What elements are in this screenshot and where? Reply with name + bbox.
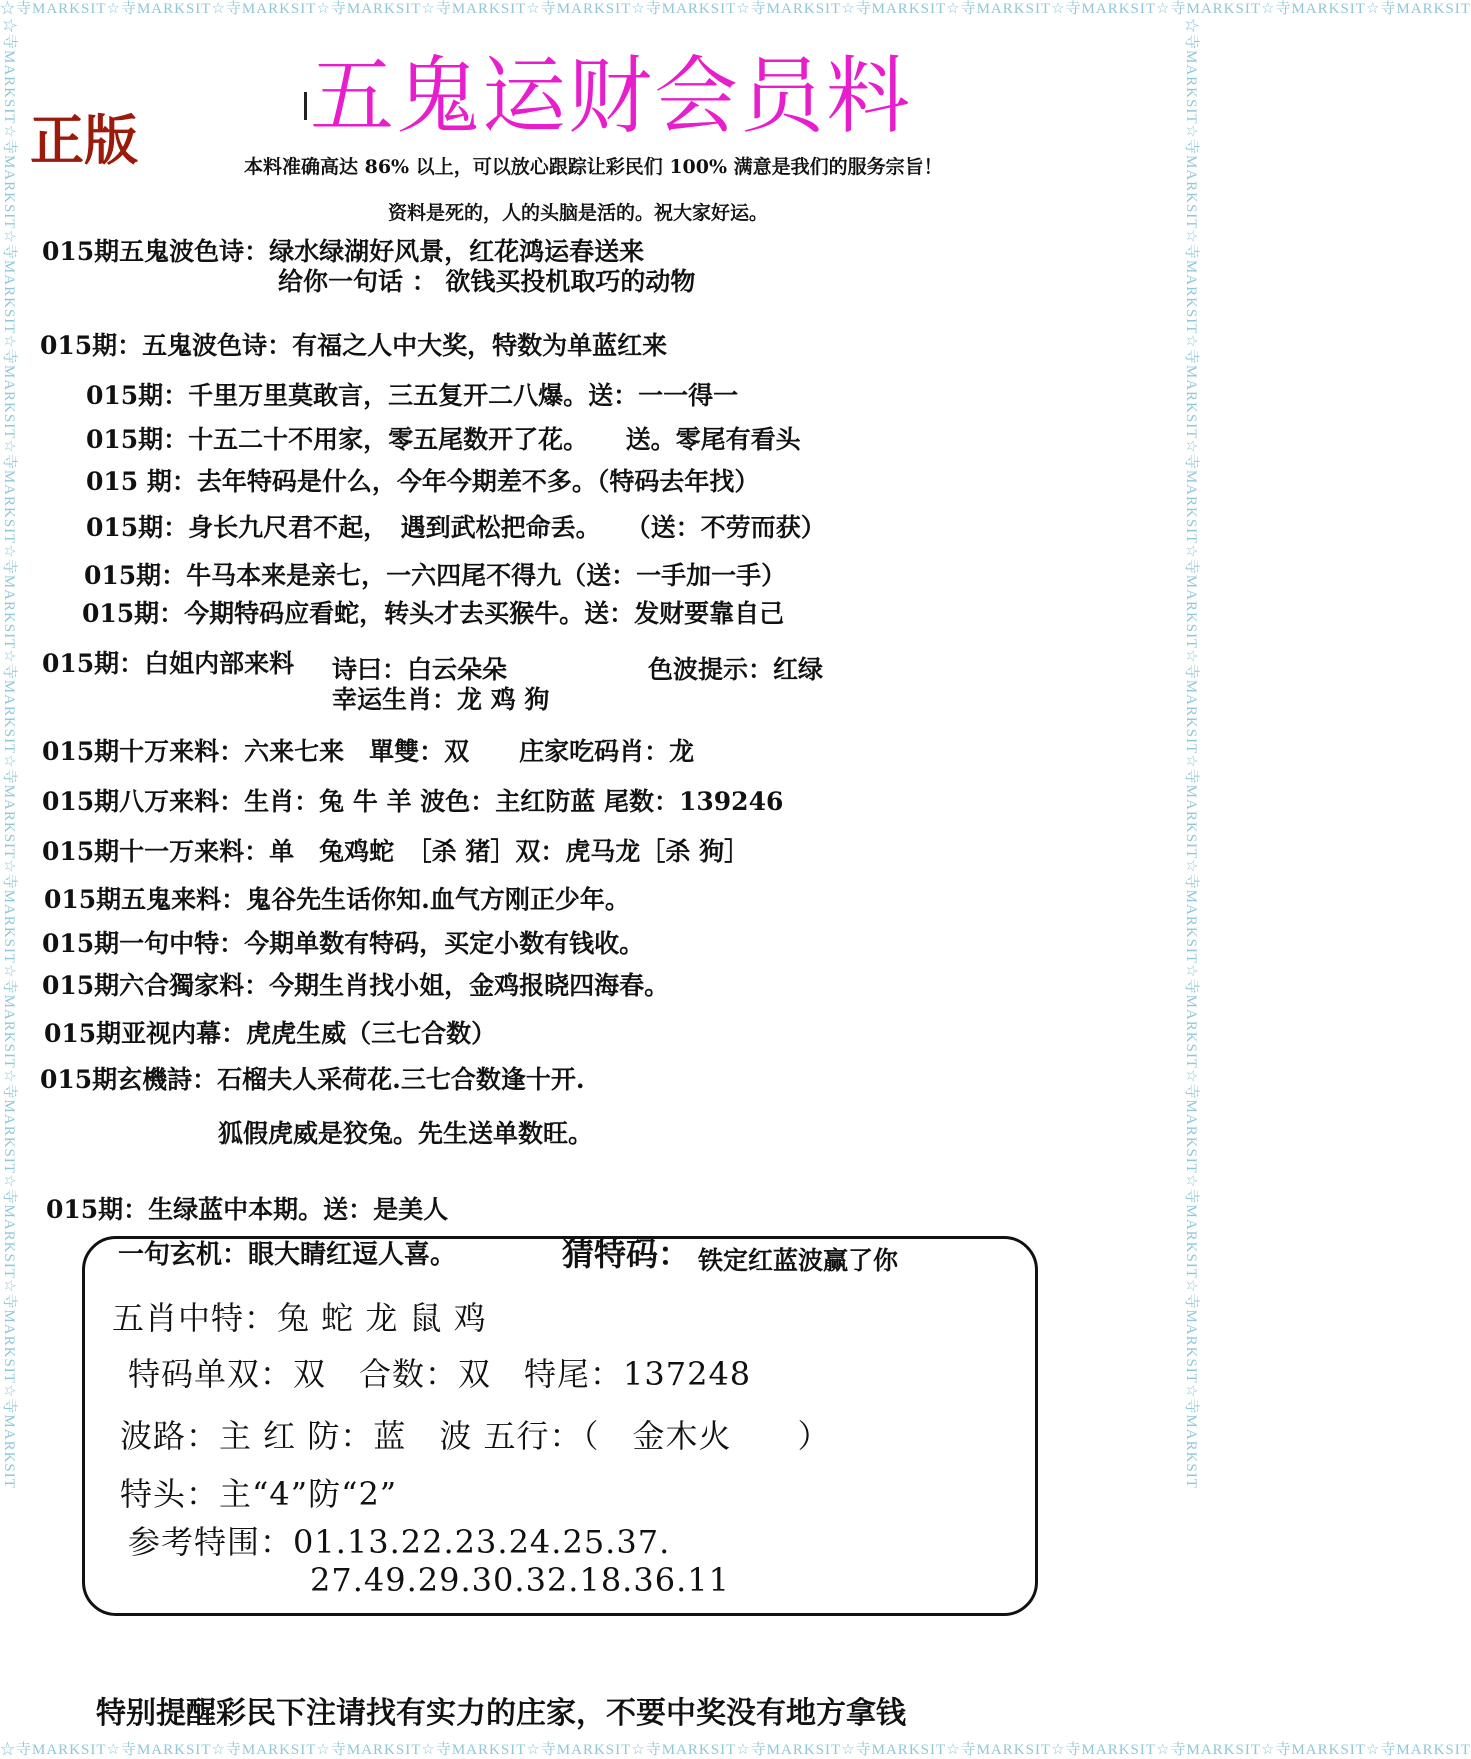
line-baijie-color: 色波提示：红绿	[648, 655, 824, 684]
line-baijie-label: 015期：白姐内部来料	[42, 649, 295, 678]
line-green-blue: 015期：生绿蓝中本期。送：是美人	[46, 1195, 449, 1224]
line-atv-inside: 015期亚视内幕：虎虎生威（三七合数）	[44, 1019, 497, 1048]
box-reference-range-2: 27.49.29.30.32.18.36.11	[310, 1561, 730, 1599]
line-poem-1: 015期：千里万里莫敢言，三五复开二八爆。送：一一得一	[86, 381, 739, 410]
line-poem-4: 015期：身长九尺君不起， 遇到武松把命丢。 （送：不劳而获）	[86, 513, 826, 542]
line-poem-2: 015期：十五二十不用家，零五尾数开了花。 送。零尾有看头	[86, 425, 801, 454]
line-poem-3: 015 期：去年特码是什么，今年今期差不多。（特码去年找）	[86, 467, 760, 496]
line-poem-6: 015期：今期特码应看蛇，转头才去买猴牛。送：发财要靠自己	[82, 599, 785, 628]
subtitle-accuracy: 本料准确高达 86% 以上，可以放心跟踪让彩民们 100% 满意是我们的服务宗旨！	[244, 156, 943, 178]
line-mystic-poem: 015期玄機詩：石榴夫人采荷花.三七合数逢十开.	[40, 1065, 585, 1094]
right-border	[1182, 18, 1200, 1741]
bottom-border: ☆寺MARKSIT☆寺MARKSIT☆寺MARKSIT☆寺MARKSIT☆寺MARKSIT☆寺MARKSIT☆寺MARKSIT☆寺MARKSIT☆寺MARKSIT☆寺MARKSIT☆寺MARKSIT☆寺MARKSIT☆寺MARKSIT☆寺MARKSIT	[0, 1742, 1471, 1758]
box-mystic-hint: 一句玄机：眼大睛红逗人喜。	[118, 1240, 457, 1270]
right-border-text: ☆寺MARKSIT☆寺MARKSIT☆寺MARKSIT☆寺MARKSIT☆寺MARKSIT☆寺MARKSIT☆寺MARKSIT☆寺MARKSIT☆寺MARKSIT☆寺MARKSIT☆寺MARKSIT☆寺MARKSIT☆寺MARKSIT☆寺MARKSIT	[1183, 18, 1199, 1489]
line-wave-poem-2: 015期：五鬼波色诗：有福之人中大奖，特数为单蓝红来	[40, 331, 668, 360]
line-five-ghost: 015期五鬼来料：鬼谷先生话你知.血气方刚正少年。	[44, 885, 630, 914]
top-border: ☆寺MARKSIT☆寺MARKSIT☆寺MARKSIT☆寺MARKSIT☆寺MARKSIT☆寺MARKSIT☆寺MARKSIT☆寺MARKSIT☆寺MARKSIT☆寺MARKSIT☆寺MARKSIT☆寺MARKSIT☆寺MARKSIT☆寺MARKSIT	[0, 1, 1471, 17]
box-reference-range: 参考特围：01.13.22.23.24.25.37.	[128, 1523, 671, 1561]
box-head-number: 特头：主“4”防“2”	[120, 1475, 398, 1513]
title-bar-mark	[304, 92, 307, 120]
line-one-sentence-special: 015期一句中特：今期单数有特码，买定小数有钱收。	[42, 929, 645, 958]
left-border	[0, 18, 18, 1741]
line-wave-poem: 015期五鬼波色诗：绿水绿湖好风景，红花鸿运春送来	[42, 237, 645, 266]
page-title: 五鬼运财会员料	[310, 47, 913, 145]
line-110k: 015期十一万来料：单 兔鸡蛇 ［杀 猪］双：虎马龙［杀 狗］	[42, 837, 750, 866]
box-guess-label: 猜特码：	[562, 1235, 691, 1273]
box-odd-even: 特码单双：双 合数：双 特尾：137248	[128, 1355, 752, 1393]
line-baijie-poem: 诗曰：白云朵朵	[332, 655, 508, 684]
line-baijie-zodiac: 幸运生肖：龙 鸡 狗	[332, 685, 550, 714]
line-one-sentence: 给你一句话 ： 欲钱买投机取巧的动物	[278, 267, 696, 296]
line-poem-5: 015期：牛马本来是亲七，一六四尾不得九（送：一手加一手）	[84, 561, 787, 590]
line-fox-tiger: 狐假虎威是狡兔。先生送单数旺。	[218, 1119, 594, 1148]
line-100k: 015期十万来料：六来七来 單雙：双 庄家吃码肖：龙	[42, 737, 695, 766]
subtitle-wishes: 资料是死的，人的头脑是活的。祝大家好运。	[388, 202, 769, 224]
line-exclusive: 015期六合獨家料：今期生肖找小姐，金鸡报晓四海春。	[42, 971, 670, 1000]
footer-reminder: 特别提醒彩民下注请找有实力的庄家，不要中奖没有地方拿钱	[96, 1696, 906, 1731]
genuine-stamp: 正版	[30, 108, 138, 172]
box-five-zodiac: 五肖中特：兔 蛇 龙 鼠 鸡	[112, 1299, 487, 1337]
box-guess-value: 铁定红蓝波赢了你	[698, 1246, 899, 1275]
box-wave-path: 波路：主 红 防：蓝 波 五行：（ 金木火 ）	[120, 1417, 831, 1455]
line-80k: 015期八万来料：生肖：兔 牛 羊 波色：主红防蓝 尾数：139246	[42, 787, 784, 816]
left-border-text: ☆寺MARKSIT☆寺MARKSIT☆寺MARKSIT☆寺MARKSIT☆寺MARKSIT☆寺MARKSIT☆寺MARKSIT☆寺MARKSIT☆寺MARKSIT☆寺MARKSIT☆寺MARKSIT☆寺MARKSIT☆寺MARKSIT☆寺MARKSIT	[1, 18, 17, 1489]
